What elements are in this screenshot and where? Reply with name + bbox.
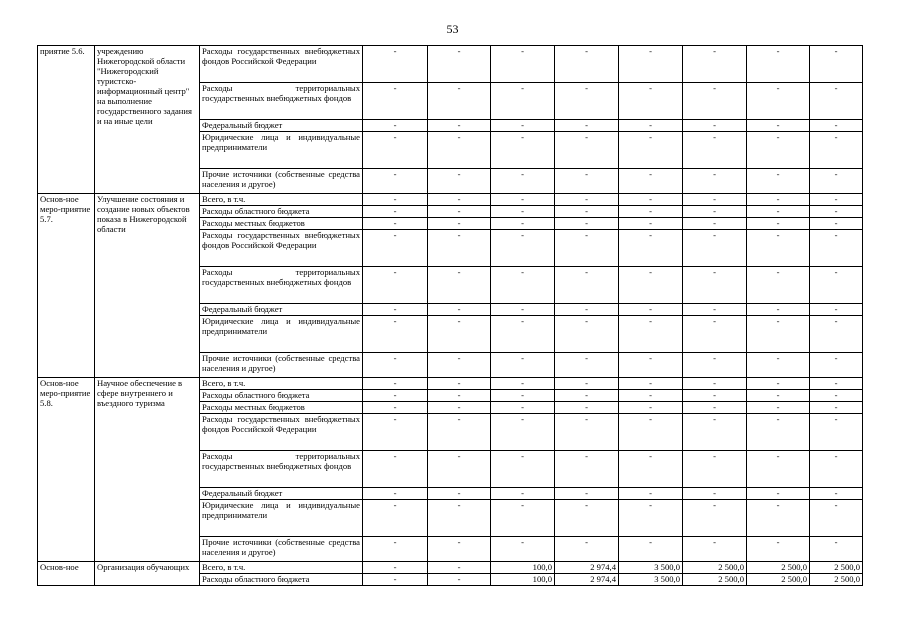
value-cell: - xyxy=(810,414,863,451)
funding-source-cell: Расходы областного бюджета xyxy=(200,206,363,218)
value-cell: - xyxy=(428,206,491,218)
value-cell: - xyxy=(619,537,683,562)
value-cell: - xyxy=(428,537,491,562)
value-cell: - xyxy=(683,537,747,562)
activity-cell: приятие 5.6. xyxy=(38,46,95,194)
value-cell: - xyxy=(491,378,555,390)
value-cell: - xyxy=(619,451,683,488)
funding-source-cell: Расходы государственных внебюджетных фондов Российской Федерации xyxy=(200,46,363,83)
value-cell: - xyxy=(555,316,619,353)
value-cell: - xyxy=(555,218,619,230)
value-cell: - xyxy=(428,83,491,120)
value-cell: - xyxy=(683,132,747,169)
funding-source-cell: Федеральный бюджет xyxy=(200,488,363,500)
funding-source-cell: Всего, в т.ч. xyxy=(200,194,363,206)
funding-source-cell: Прочие источники (собственные средства населения и другое) xyxy=(200,537,363,562)
value-cell: - xyxy=(428,218,491,230)
value-cell: - xyxy=(363,414,428,451)
value-cell: - xyxy=(428,120,491,132)
funding-source-cell: Расходы местных бюджетов xyxy=(200,218,363,230)
value-cell: 3 500,0 xyxy=(619,562,683,574)
value-cell: - xyxy=(555,304,619,316)
value-cell: - xyxy=(555,500,619,537)
value-cell: - xyxy=(491,194,555,206)
value-cell: - xyxy=(619,83,683,120)
funding-source-cell: Расходы территориальных государственных внебюджетных фондов xyxy=(200,83,363,120)
value-cell: - xyxy=(619,218,683,230)
value-cell: - xyxy=(619,132,683,169)
value-cell: - xyxy=(683,316,747,353)
value-cell: - xyxy=(810,488,863,500)
value-cell: - xyxy=(491,402,555,414)
funding-source-cell: Расходы государственных внебюджетных фондов Российской Федерации xyxy=(200,230,363,267)
value-cell: - xyxy=(555,206,619,218)
funding-source-cell: Расходы территориальных государственных внебюджетных фондов xyxy=(200,451,363,488)
value-cell: - xyxy=(363,304,428,316)
table-row xyxy=(38,46,863,83)
value-cell: - xyxy=(810,402,863,414)
value-cell: - xyxy=(619,304,683,316)
value-cell: - xyxy=(619,378,683,390)
value-cell: - xyxy=(555,46,619,83)
value-cell: - xyxy=(491,132,555,169)
value-cell: - xyxy=(363,537,428,562)
value-cell: - xyxy=(619,488,683,500)
funding-source-cell: Всего, в т.ч. xyxy=(200,378,363,390)
value-cell: - xyxy=(428,574,491,586)
value-cell: - xyxy=(363,562,428,574)
budget-table xyxy=(37,45,863,586)
value-cell: - xyxy=(555,83,619,120)
funding-source-cell: Расходы государственных внебюджетных фондов Российской Федерации xyxy=(200,414,363,451)
value-cell: - xyxy=(683,206,747,218)
value-cell: - xyxy=(747,267,810,304)
funding-source-cell: Расходы областного бюджета xyxy=(200,574,363,586)
value-cell: - xyxy=(363,194,428,206)
value-cell: - xyxy=(810,169,863,194)
funding-source-cell: Расходы местных бюджетов xyxy=(200,402,363,414)
value-cell: - xyxy=(491,316,555,353)
value-cell: - xyxy=(810,353,863,378)
value-cell: - xyxy=(810,46,863,83)
funding-source-cell: Расходы территориальных государственных внебюджетных фондов xyxy=(200,267,363,304)
value-cell: - xyxy=(363,378,428,390)
activity-cell: Основ-ное меро-приятие 5.7. xyxy=(38,194,95,378)
value-cell: - xyxy=(555,402,619,414)
value-cell: - xyxy=(428,500,491,537)
value-cell: 3 500,0 xyxy=(619,574,683,586)
value-cell: - xyxy=(747,120,810,132)
value-cell: - xyxy=(747,46,810,83)
value-cell: - xyxy=(428,488,491,500)
funding-source-cell: Прочие источники (собственные средства населения и другое) xyxy=(200,169,363,194)
value-cell: - xyxy=(683,353,747,378)
funding-source-cell: Федеральный бюджет xyxy=(200,304,363,316)
value-cell: - xyxy=(363,218,428,230)
value-cell: - xyxy=(683,414,747,451)
value-cell: - xyxy=(683,402,747,414)
value-cell: - xyxy=(363,316,428,353)
value-cell: - xyxy=(619,353,683,378)
value-cell: - xyxy=(619,500,683,537)
executor-cell: учреждению Нижегородской области "Нижегородский туристско-информационный центр" на выполнение государственного задания и на иные цели xyxy=(95,46,200,194)
value-cell: - xyxy=(810,500,863,537)
value-cell: - xyxy=(363,46,428,83)
value-cell: - xyxy=(683,169,747,194)
value-cell: - xyxy=(428,230,491,267)
funding-source-cell: Расходы областного бюджета xyxy=(200,390,363,402)
value-cell: - xyxy=(619,414,683,451)
funding-source-cell: Прочие источники (собственные средства населения и другое) xyxy=(200,353,363,378)
value-cell: - xyxy=(683,120,747,132)
value-cell: - xyxy=(428,414,491,451)
value-cell: - xyxy=(810,267,863,304)
value-cell: - xyxy=(363,169,428,194)
value-cell: - xyxy=(747,414,810,451)
value-cell: - xyxy=(747,83,810,120)
value-cell: 2 500,0 xyxy=(683,562,747,574)
table-row xyxy=(38,562,863,574)
value-cell: - xyxy=(428,169,491,194)
value-cell: - xyxy=(363,120,428,132)
value-cell: - xyxy=(491,230,555,267)
value-cell: - xyxy=(555,378,619,390)
table-row xyxy=(38,194,863,206)
value-cell: - xyxy=(747,132,810,169)
value-cell: - xyxy=(747,230,810,267)
value-cell: - xyxy=(619,169,683,194)
value-cell: - xyxy=(555,169,619,194)
value-cell: - xyxy=(747,169,810,194)
value-cell: - xyxy=(810,390,863,402)
value-cell: - xyxy=(747,451,810,488)
value-cell: - xyxy=(683,83,747,120)
executor-cell: Улучшение состояния и создание новых объектов показа в Нижегородской области xyxy=(95,194,200,378)
value-cell: 100,0 xyxy=(491,562,555,574)
value-cell: - xyxy=(810,120,863,132)
value-cell: - xyxy=(810,230,863,267)
value-cell: - xyxy=(491,120,555,132)
value-cell: 2 500,0 xyxy=(683,574,747,586)
value-cell: - xyxy=(363,488,428,500)
value-cell: - xyxy=(747,218,810,230)
value-cell: - xyxy=(747,206,810,218)
value-cell: - xyxy=(619,402,683,414)
value-cell: - xyxy=(363,402,428,414)
value-cell: - xyxy=(491,169,555,194)
value-cell: - xyxy=(683,488,747,500)
value-cell: - xyxy=(619,230,683,267)
value-cell: - xyxy=(810,537,863,562)
value-cell: - xyxy=(810,132,863,169)
value-cell: - xyxy=(555,120,619,132)
page-number: 53 xyxy=(446,22,459,36)
value-cell: - xyxy=(619,46,683,83)
value-cell: - xyxy=(491,353,555,378)
value-cell: - xyxy=(555,267,619,304)
value-cell: - xyxy=(683,267,747,304)
value-cell: - xyxy=(683,451,747,488)
value-cell: - xyxy=(491,390,555,402)
value-cell: - xyxy=(747,390,810,402)
value-cell: - xyxy=(810,451,863,488)
value-cell: - xyxy=(491,46,555,83)
value-cell: - xyxy=(555,488,619,500)
value-cell: - xyxy=(491,267,555,304)
value-cell: - xyxy=(747,488,810,500)
table-row xyxy=(38,378,863,390)
value-cell: - xyxy=(747,402,810,414)
value-cell: - xyxy=(428,267,491,304)
value-cell: - xyxy=(747,304,810,316)
value-cell: - xyxy=(747,500,810,537)
funding-source-cell: Юридические лица и индивидуальные предприниматели xyxy=(200,132,363,169)
value-cell: - xyxy=(491,500,555,537)
value-cell: - xyxy=(363,353,428,378)
funding-source-cell: Юридические лица и индивидуальные предприниматели xyxy=(200,500,363,537)
value-cell: - xyxy=(683,390,747,402)
value-cell: - xyxy=(491,304,555,316)
value-cell: - xyxy=(363,83,428,120)
value-cell: - xyxy=(810,206,863,218)
value-cell: - xyxy=(555,353,619,378)
value-cell: - xyxy=(747,378,810,390)
value-cell: - xyxy=(747,353,810,378)
value-cell: - xyxy=(491,537,555,562)
value-cell: 2 974,4 xyxy=(555,562,619,574)
value-cell: - xyxy=(491,451,555,488)
executor-cell: Организация обучающих xyxy=(95,562,200,586)
value-cell: - xyxy=(810,194,863,206)
value-cell: - xyxy=(428,451,491,488)
value-cell: - xyxy=(619,194,683,206)
value-cell: - xyxy=(363,230,428,267)
value-cell: - xyxy=(491,218,555,230)
value-cell: - xyxy=(555,194,619,206)
value-cell: - xyxy=(363,390,428,402)
activity-cell: Основ-ное xyxy=(38,562,95,586)
value-cell: - xyxy=(363,574,428,586)
value-cell: 100,0 xyxy=(491,574,555,586)
value-cell: - xyxy=(747,194,810,206)
value-cell: - xyxy=(428,132,491,169)
value-cell: - xyxy=(363,206,428,218)
value-cell: - xyxy=(683,46,747,83)
value-cell: - xyxy=(491,206,555,218)
value-cell: - xyxy=(491,83,555,120)
value-cell: - xyxy=(747,537,810,562)
value-cell: - xyxy=(491,488,555,500)
value-cell: - xyxy=(555,230,619,267)
value-cell: 2 974,4 xyxy=(555,574,619,586)
value-cell: - xyxy=(683,500,747,537)
funding-source-cell: Юридические лица и индивидуальные предприниматели xyxy=(200,316,363,353)
activity-cell: Основ-ное меро-приятие 5.8. xyxy=(38,378,95,562)
value-cell: - xyxy=(619,120,683,132)
value-cell: - xyxy=(619,267,683,304)
value-cell: - xyxy=(810,304,863,316)
value-cell: - xyxy=(363,267,428,304)
value-cell: - xyxy=(683,194,747,206)
value-cell: - xyxy=(428,304,491,316)
value-cell: - xyxy=(428,402,491,414)
value-cell: - xyxy=(555,390,619,402)
value-cell: - xyxy=(491,414,555,451)
value-cell: - xyxy=(428,378,491,390)
value-cell: - xyxy=(683,230,747,267)
value-cell: - xyxy=(810,316,863,353)
value-cell: - xyxy=(683,378,747,390)
value-cell: - xyxy=(810,378,863,390)
value-cell: - xyxy=(428,316,491,353)
value-cell: - xyxy=(683,218,747,230)
value-cell: - xyxy=(428,390,491,402)
value-cell: - xyxy=(363,451,428,488)
funding-source-cell: Всего, в т.ч. xyxy=(200,562,363,574)
value-cell: - xyxy=(810,218,863,230)
value-cell: - xyxy=(428,46,491,83)
funding-source-cell: Федеральный бюджет xyxy=(200,120,363,132)
value-cell: - xyxy=(619,316,683,353)
value-cell: - xyxy=(619,206,683,218)
value-cell: - xyxy=(428,194,491,206)
executor-cell: Научное обеспечение в сфере внутреннего и въездного туризма xyxy=(95,378,200,562)
value-cell: - xyxy=(555,451,619,488)
value-cell: - xyxy=(363,500,428,537)
value-cell: - xyxy=(619,390,683,402)
value-cell: 2 500,0 xyxy=(747,562,810,574)
value-cell: - xyxy=(555,537,619,562)
value-cell: - xyxy=(747,316,810,353)
value-cell: - xyxy=(428,353,491,378)
value-cell: - xyxy=(683,304,747,316)
value-cell: - xyxy=(555,132,619,169)
value-cell: 2 500,0 xyxy=(810,562,863,574)
value-cell: - xyxy=(555,414,619,451)
value-cell: 2 500,0 xyxy=(747,574,810,586)
value-cell: - xyxy=(363,132,428,169)
value-cell: 2 500,0 xyxy=(810,574,863,586)
value-cell: - xyxy=(428,562,491,574)
value-cell: - xyxy=(810,83,863,120)
